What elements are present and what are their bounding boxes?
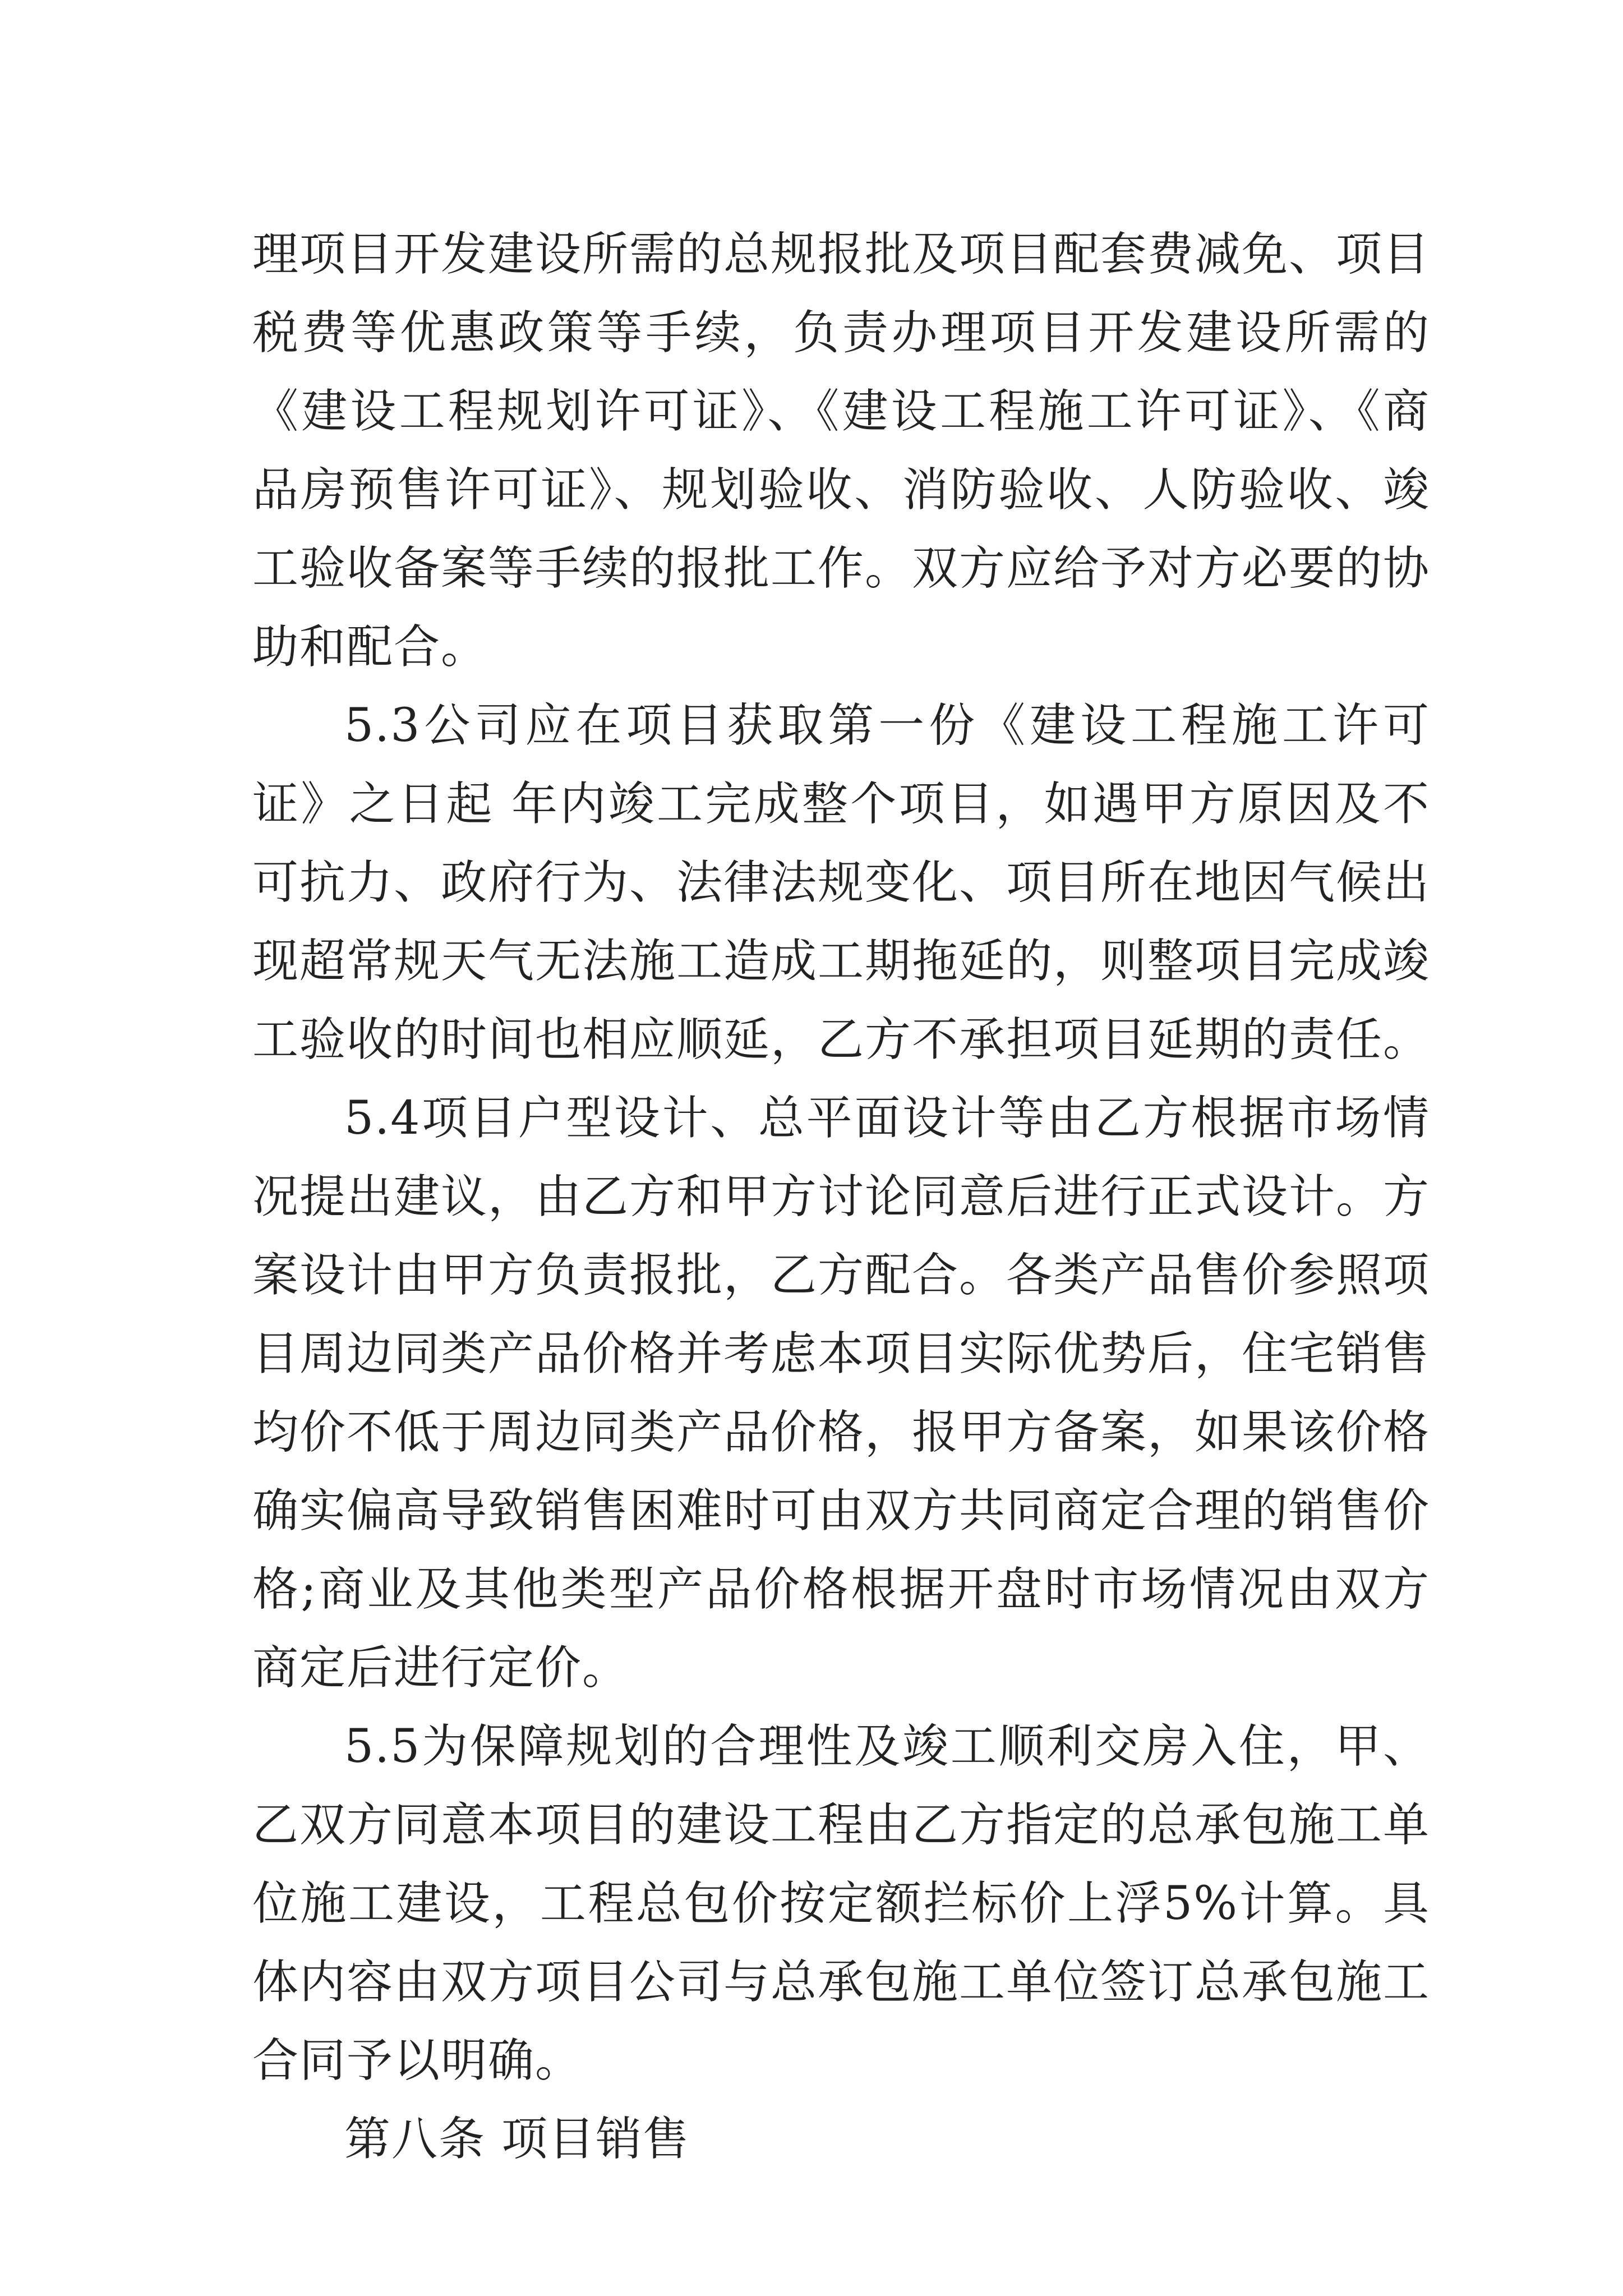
section-heading-article-8: 第八条 项目销售 (344, 2113, 690, 2166)
document-body (252, 215, 1430, 2179)
paragraph-5-3-completion: 5.3公司应在项目获取第一份《建设工程施工许可证》之日起 年内竣工完成整个项目，如遇甲方原因及不可抗力、政府行为、法律法规变化、项目所在地因气候出现超常规天气无法施工造成工期拖延的，则整项目完成竣工验收的时间也相应顺延，乙方不承担项目延期的责任。 (252, 699, 1431, 1066)
paragraph-5-4-design-pricing: 5.4项目户型设计、总平面设计等由乙方根据市场情况提出建议，由乙方和甲方讨论同意后进行正式设计。方案设计由甲方负责报批，乙方配合。各类产品售价参照项目周边同类产品价格并考虑本项目实际优势后，住宅销售均价不低于周边同类产品价格，报甲方备案，如果该价格确实偏高导致销售困难时可由双方共同商定合理的销售价格;商业及其他类型产品价格根据开盘时市场情况由双方商定后进行定价。 (252, 1092, 1431, 1695)
paragraph-5-5-construction: 5.5为保障规划的合理性及竣工顺利交房入住，甲、乙双方同意本项目的建设工程由乙方指定的总承包施工单位施工建设，工程总包价按定额拦标价上浮5%计算。具体内容由双方项目公司与总承包施工单位签订总承包施工合同予以明确。 (252, 1720, 1431, 2087)
paragraph-approval-procedures: 理项目开发建设所需的总规报批及项目配套费减免、项目税费等优惠政策等手续，负责办理项目开发建设所需的《建设工程规划许可证》、《建设工程施工许可证》、《商品房预售许可证》、规划验收、消防验收、人防验收、竣工验收备案等手续的报批工作。双方应给予对方必要的协助和配合。 (252, 228, 1431, 674)
